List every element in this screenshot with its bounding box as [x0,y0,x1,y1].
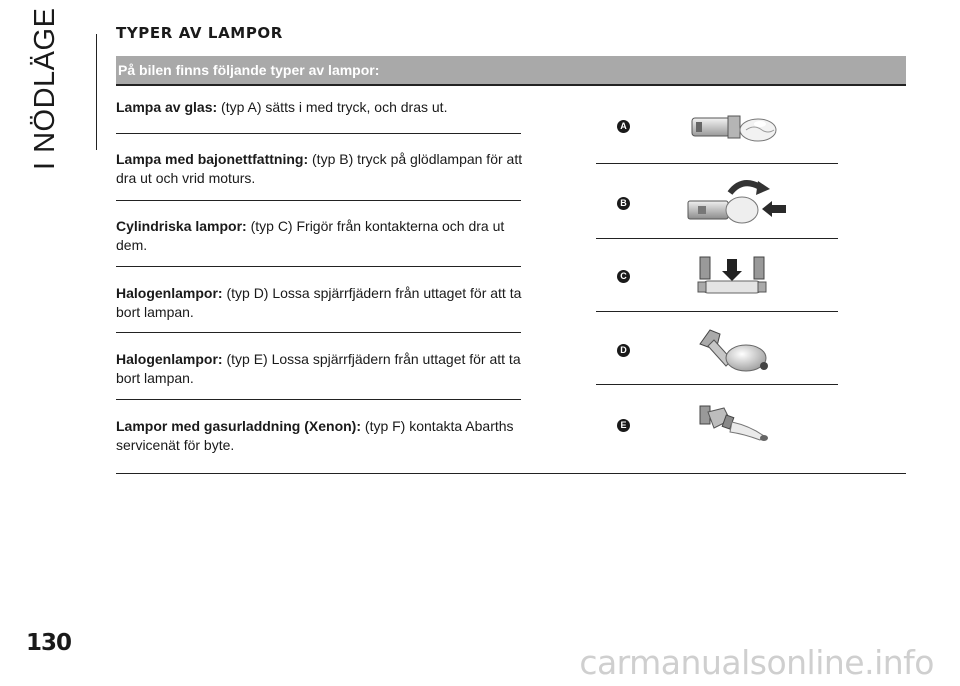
watermark: carmanualsonline.info [579,643,934,682]
entry-text: (typ B) tryck på glödlampan för att dra ut och vrid moturs. [116,151,523,186]
entry-text: (typ C) Frigör från kontakterna och dra ut dem. [116,218,505,253]
glass-wedge-bulb-icon [686,108,796,150]
entry-bayonet-lamp [116,150,526,188]
entry-text: (typ F) kontakta Abarths servicenät för byte. [116,418,514,453]
lamp-label-d: D [617,344,630,357]
halogen-h4-bulb-icon [694,324,772,376]
entry-text: (typ E) Lossa spjärrfjädern från uttaget för att ta bort lampan. [116,351,521,386]
lamp-divider [596,311,838,312]
entry-text: (typ D) Lossa spjärrfjädern från uttaget för att ta bort lampan. [116,285,522,320]
lamp-divider [596,163,838,164]
lamp-label-a: A [617,120,630,133]
entry-term: Halogenlampor: [116,351,223,367]
lamp-label-b: B [617,197,630,210]
divider [116,200,521,201]
entry-term: Halogenlampor: [116,285,223,301]
divider [116,133,521,134]
bayonet-bulb-icon [686,177,792,227]
lamp-label-c: C [617,270,630,283]
lamp-divider [596,238,838,239]
divider [116,266,521,267]
chapter-label [22,7,68,170]
page-number: 130 [26,630,72,656]
halogen-h1-bulb-icon [696,400,772,444]
section-title: TYPER AV LAMPOR [116,24,283,42]
divider [116,332,521,333]
chapter-divider [96,34,97,150]
entry-term: Cylindriska lampor: [116,218,247,234]
chapter-label-text: I NÖDLÄGE [29,7,61,170]
entry-halogen-lamp-d [116,284,526,322]
entry-term: Lampor med gasurladdning (Xenon): [116,418,362,434]
bottom-rule [116,473,906,474]
entry-term: Lampa med bajonettfattning: [116,151,309,167]
entry-cylindrical-lamp [116,217,526,255]
entry-text: (typ A) sätts i med tryck, och dras ut. [221,99,448,115]
entry-xenon-lamp [116,417,526,455]
lamp-divider [596,384,838,385]
entry-term: Lampa av glas: [116,99,218,115]
section-banner-text: På bilen finns följande typer av lampor: [118,62,380,78]
entry-halogen-lamp-e [116,350,526,388]
festoon-bulb-icon [696,255,768,297]
entry-glass-lamp [116,98,526,117]
section-banner [116,56,906,86]
lamp-label-e: E [617,419,630,432]
divider [116,399,521,400]
